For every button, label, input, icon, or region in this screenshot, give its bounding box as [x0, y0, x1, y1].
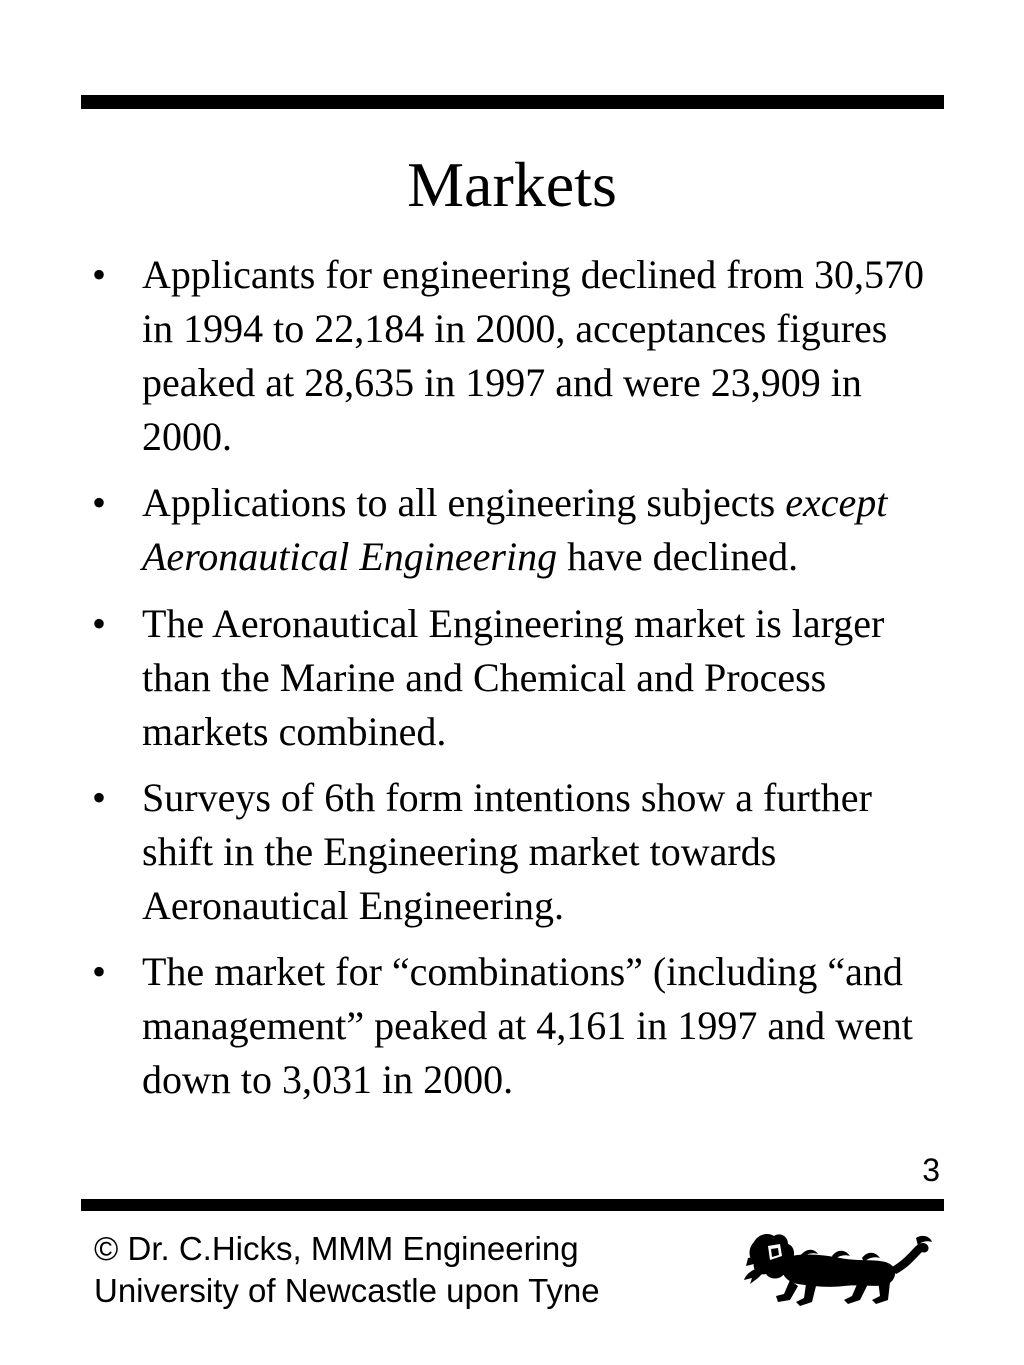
bullet-icon: • [92, 252, 107, 297]
footer-line-2: University of Newcastle upon Tyne [94, 1272, 600, 1309]
bullet-text-before: Applications to all engineering subjects [142, 480, 786, 525]
bullet-text [142, 480, 887, 579]
bullet-icon: • [92, 480, 107, 525]
footer-credit [94, 1228, 600, 1312]
bullet-text: The market for “combinations” (including “and management” peaked at 4,161 in 1997 and went down to 3,031 in 2000. [142, 949, 913, 1102]
bullet-text-after: have declined. [557, 534, 799, 579]
bullet-text: Applicants for engineering declined from 30,570 in 1994 to 22,184 in 2000, acceptances figures peaked at 28,635 in 1997 and were 23,909 in 2000. [142, 252, 924, 459]
bottom-divider [81, 1199, 944, 1211]
page-title: Markets [407, 149, 617, 220]
bullet-icon: • [92, 949, 107, 994]
list-item [92, 771, 932, 933]
bullet-list [92, 248, 932, 1119]
page-number: 3 [922, 1152, 940, 1188]
bullet-icon: • [92, 775, 107, 820]
list-item [92, 476, 932, 584]
bullet-text: Surveys of 6th form intentions show a further shift in the Engineering market towards Aeronautical Engineering. [142, 775, 872, 928]
list-item [92, 945, 932, 1107]
top-divider [81, 95, 944, 109]
footer-line-1: © Dr. C.Hicks, MMM Engineering [94, 1230, 579, 1267]
bullet-icon: • [92, 601, 107, 646]
bullet-text: The Aeronautical Engineering market is larger than the Marine and Chemical and Process markets combined. [142, 601, 885, 754]
list-item [92, 597, 932, 759]
bullet-text-italic: except Aeronautical Engineering [142, 480, 888, 579]
lion-passant-icon [740, 1228, 936, 1308]
list-item [92, 248, 932, 464]
